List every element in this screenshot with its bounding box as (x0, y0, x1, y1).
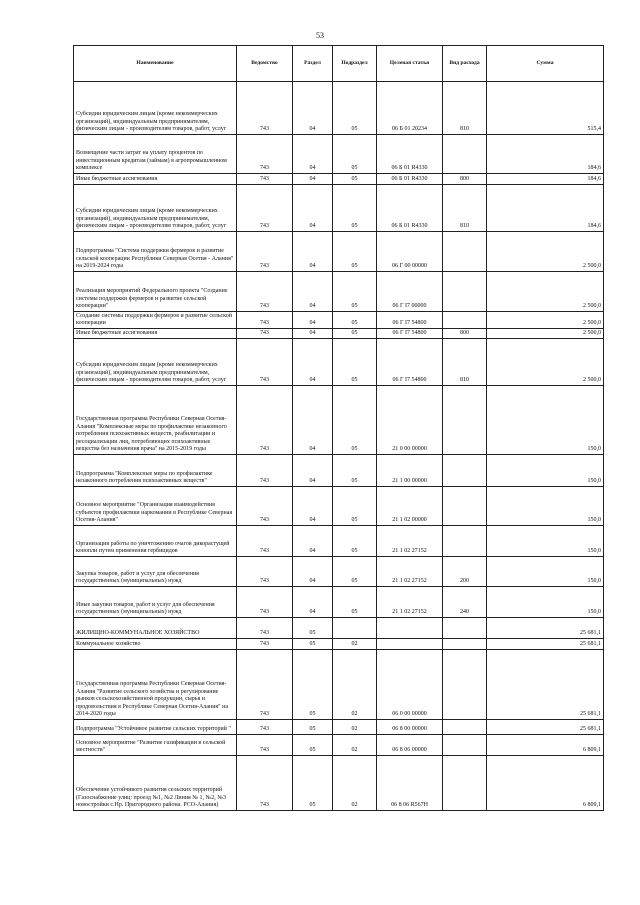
cell-section: 05 (293, 650, 333, 720)
cell-name: Подпрограмма "Система поддержки фермеров и развитие сельской кооперации Республики Северная Осетия - Алания" на 2019-2024 годы (74, 232, 237, 272)
cell-amount: 2 500,0 (487, 329, 604, 339)
cell-department: 743 (237, 185, 293, 232)
table-row (74, 174, 604, 185)
cell-section: 05 (293, 639, 333, 650)
cell-department: 743 (237, 720, 293, 735)
cell-subsection: 02 (333, 735, 377, 756)
cell-subsection: 05 (333, 329, 377, 339)
cell-expense-type (443, 312, 487, 329)
cell-target-article: 21 0 00 00000 (377, 386, 443, 455)
cell-amount: 150,0 (487, 455, 604, 487)
cell-name: Подпрограмма "Устойчивое развитие сельских территорий " (74, 720, 237, 735)
cell-target-article (377, 639, 443, 650)
cell-expense-type: 810 (443, 339, 487, 386)
column-header-department: Ведомство (237, 46, 293, 82)
cell-expense-type (443, 232, 487, 272)
table-row (74, 455, 604, 487)
table-row (74, 185, 604, 232)
cell-subsection: 05 (333, 82, 377, 135)
cell-expense-type (443, 735, 487, 756)
cell-target-article: 21 1 02 27152 (377, 557, 443, 587)
cell-subsection: 05 (333, 557, 377, 587)
cell-amount: 150,0 (487, 386, 604, 455)
cell-expense-type (443, 455, 487, 487)
cell-amount: 184,6 (487, 185, 604, 232)
cell-section: 04 (293, 135, 333, 174)
cell-name: ЖИЛИЩНО-КОММУНАЛЬНОЕ ХОЗЯЙСТВО (74, 618, 237, 639)
cell-subsection (333, 618, 377, 639)
cell-target-article: 06 Г I7 54800 (377, 329, 443, 339)
cell-expense-type: 800 (443, 329, 487, 339)
cell-subsection: 05 (333, 272, 377, 312)
cell-target-article: 06 8 06 R567H (377, 756, 443, 811)
cell-target-article: 06 Б 01 R4330 (377, 174, 443, 185)
cell-expense-type: 240 (443, 587, 487, 618)
cell-expense-type (443, 487, 487, 526)
cell-department: 743 (237, 587, 293, 618)
cell-department: 743 (237, 386, 293, 455)
table-row (74, 650, 604, 720)
cell-name: Организация работы по уничтожению очагов дикорастущей конопли путем применения гербицидов (74, 526, 237, 557)
cell-subsection: 02 (333, 756, 377, 811)
cell-section: 04 (293, 339, 333, 386)
cell-department: 743 (237, 312, 293, 329)
cell-target-article: 06 Г 00 00000 (377, 232, 443, 272)
column-header-section: Раздел (293, 46, 333, 82)
table-row (74, 329, 604, 339)
cell-section: 04 (293, 487, 333, 526)
page-number: 53 (316, 31, 324, 40)
cell-subsection: 02 (333, 720, 377, 735)
cell-subsection: 05 (333, 386, 377, 455)
table-row (74, 587, 604, 618)
cell-department: 743 (237, 82, 293, 135)
cell-subsection: 05 (333, 135, 377, 174)
cell-name: Закупка товаров, работ и услуг для обеспечения государственных (муниципальных) нужд (74, 557, 237, 587)
table-row (74, 735, 604, 756)
cell-amount: 150,0 (487, 487, 604, 526)
cell-name: Субсидии юридическим лицам (кроме некоммерческих организаций), индивидуальным предпринимателям, физическим лицам - производителям товаров, работ, услуг (74, 82, 237, 135)
cell-target-article: 06 Г I7 54800 (377, 312, 443, 329)
table-row (74, 756, 604, 811)
cell-department: 743 (237, 526, 293, 557)
cell-department: 743 (237, 557, 293, 587)
column-header-name: Наименование (74, 46, 237, 82)
cell-expense-type (443, 650, 487, 720)
cell-amount: 150,0 (487, 526, 604, 557)
cell-amount: 25 681,1 (487, 639, 604, 650)
column-header-target-article: Целевая статья (377, 46, 443, 82)
cell-expense-type: 810 (443, 82, 487, 135)
cell-name: Субсидии юридическим лицам (кроме некоммерческих организаций), индивидуальным предпринимателям, физическим лицам - производителям товаров, работ, услуг (74, 339, 237, 386)
cell-expense-type: 200 (443, 557, 487, 587)
cell-name: Государственная программа Республики Северная Осетия-Алания "Развитие сельского хозяйства и регулирование рынков сельскохозяйственной продукции, сырья и продовольствия в Республике Северная Осетия-Алания" на 2014-2020 годы (74, 650, 237, 720)
cell-section: 04 (293, 455, 333, 487)
cell-expense-type (443, 386, 487, 455)
cell-target-article: 06 8 06 00000 (377, 735, 443, 756)
cell-expense-type (443, 720, 487, 735)
cell-amount: 150,0 (487, 587, 604, 618)
cell-name: Государственная программа Республики Северная Осетия-Алания "Комплексные меры по профилактике незаконного потребления психоактивных веществ, реабилитации и ресоциализации лиц, потребляющих психоактивные вещества без назначения врача" на 2015-2019 годы (74, 386, 237, 455)
column-header-expense-type: Вид расхода (443, 46, 487, 82)
cell-expense-type (443, 135, 487, 174)
cell-department: 743 (237, 639, 293, 650)
table-row (74, 526, 604, 557)
cell-subsection: 05 (333, 455, 377, 487)
cell-target-article: 06 Б 01 R4330 (377, 185, 443, 232)
cell-target-article: 06 Б 01 20234 (377, 82, 443, 135)
cell-subsection: 02 (333, 639, 377, 650)
table-row (74, 232, 604, 272)
cell-section: 04 (293, 174, 333, 185)
cell-expense-type: 810 (443, 185, 487, 232)
cell-amount: 184,6 (487, 135, 604, 174)
table-row (74, 557, 604, 587)
cell-amount: 515,4 (487, 82, 604, 135)
cell-department: 743 (237, 232, 293, 272)
cell-section: 04 (293, 587, 333, 618)
table-row (74, 618, 604, 639)
cell-subsection: 05 (333, 185, 377, 232)
cell-target-article: 06 8 00 00000 (377, 720, 443, 735)
cell-name: Коммунальное хозяйство (74, 639, 237, 650)
cell-section: 04 (293, 386, 333, 455)
cell-subsection: 05 (333, 526, 377, 557)
cell-department: 743 (237, 135, 293, 174)
cell-name: Обеспечение устойчивого развития сельских территорий (Газоснабжение улиц: проезд №1, №2 Линия № 1, №2, №3 новостройки с.Нр. Пригородного района. РСО-Алания) (74, 756, 237, 811)
budget-table (73, 45, 604, 811)
cell-target-article: 06 Б 01 R4330 (377, 135, 443, 174)
cell-target-article: 21 1 02 00000 (377, 487, 443, 526)
cell-section: 05 (293, 756, 333, 811)
cell-subsection: 05 (333, 232, 377, 272)
table-row (74, 312, 604, 329)
cell-section: 04 (293, 526, 333, 557)
cell-section: 04 (293, 329, 333, 339)
cell-department: 743 (237, 455, 293, 487)
cell-department: 743 (237, 735, 293, 756)
cell-target-article: 06 0 00 00000 (377, 650, 443, 720)
cell-department: 743 (237, 174, 293, 185)
cell-expense-type (443, 272, 487, 312)
cell-expense-type (443, 639, 487, 650)
cell-name: Подпрограмма "Комплексные меры по профилактике незаконного потребления психоактивных веществ" (74, 455, 237, 487)
cell-expense-type (443, 618, 487, 639)
cell-department: 743 (237, 487, 293, 526)
table-row (74, 639, 604, 650)
cell-subsection: 05 (333, 312, 377, 329)
cell-name: Основное мероприятие "Организация взаимодействия субъектов профилактики наркомании в Республике Северная Осетия-Алания" (74, 487, 237, 526)
column-header-amount: Сумма (487, 46, 604, 82)
cell-section: 04 (293, 232, 333, 272)
cell-amount: 25 681,1 (487, 650, 604, 720)
cell-amount: 6 809,1 (487, 756, 604, 811)
table-header-row (74, 46, 604, 82)
cell-name: Создание системы поддержки фермеров и развитие сельской кооперации (74, 312, 237, 329)
cell-amount: 25 681,1 (487, 618, 604, 639)
cell-section: 04 (293, 312, 333, 329)
cell-section: 05 (293, 720, 333, 735)
cell-section: 04 (293, 185, 333, 232)
cell-target-article: 21 1 02 27152 (377, 587, 443, 618)
cell-amount: 25 681,1 (487, 720, 604, 735)
cell-target-article: 21 1 00 00000 (377, 455, 443, 487)
table-row (74, 82, 604, 135)
cell-name: Иные бюджетные ассигнования (74, 329, 237, 339)
cell-section: 04 (293, 272, 333, 312)
table-row (74, 386, 604, 455)
cell-target-article: 21 1 02 27152 (377, 526, 443, 557)
cell-amount: 2 500,0 (487, 232, 604, 272)
table-row (74, 272, 604, 312)
table-row (74, 339, 604, 386)
cell-expense-type (443, 756, 487, 811)
table-row (74, 720, 604, 735)
cell-department: 743 (237, 756, 293, 811)
cell-subsection: 05 (333, 174, 377, 185)
cell-subsection: 05 (333, 487, 377, 526)
cell-amount: 6 809,1 (487, 735, 604, 756)
cell-name: Основное мероприятие "Развитие газификации в сельской местности" (74, 735, 237, 756)
cell-section: 05 (293, 735, 333, 756)
cell-name: Субсидии юридическим лицам (кроме некоммерческих организаций), индивидуальным предпринимателям, физическим лицам - производителям товаров, работ, услуг (74, 185, 237, 232)
cell-department: 743 (237, 650, 293, 720)
cell-name: Реализация мероприятий Федерального проекта "Создание системы поддержки фермеров и развитие сельской кооперации" (74, 272, 237, 312)
cell-target-article: 06 Г I7 54800 (377, 339, 443, 386)
cell-amount: 184,6 (487, 174, 604, 185)
cell-section: 04 (293, 557, 333, 587)
cell-expense-type: 800 (443, 174, 487, 185)
table-row (74, 487, 604, 526)
cell-section: 05 (293, 618, 333, 639)
cell-department: 743 (237, 329, 293, 339)
column-header-subsection: Подраздел (333, 46, 377, 82)
cell-target-article (377, 618, 443, 639)
cell-name: Иные бюджетные ассигнования (74, 174, 237, 185)
cell-amount: 2 500,0 (487, 312, 604, 329)
cell-amount: 2 500,0 (487, 339, 604, 386)
cell-subsection: 05 (333, 339, 377, 386)
cell-name: Возмещение части затрат на уплату процентов по инвестиционным кредитам (займам) в агропромышленном комплексе (74, 135, 237, 174)
cell-amount: 2 500,0 (487, 272, 604, 312)
table-row (74, 135, 604, 174)
cell-expense-type (443, 526, 487, 557)
cell-section: 04 (293, 82, 333, 135)
cell-target-article: 06 Г I7 00000 (377, 272, 443, 312)
cell-department: 743 (237, 272, 293, 312)
cell-name: Иные закупки товаров, работ и услуг для обеспечения государственных (муниципальных) нужд (74, 587, 237, 618)
cell-amount: 150,0 (487, 557, 604, 587)
cell-subsection: 02 (333, 650, 377, 720)
cell-department: 743 (237, 339, 293, 386)
cell-department: 743 (237, 618, 293, 639)
cell-subsection: 05 (333, 587, 377, 618)
